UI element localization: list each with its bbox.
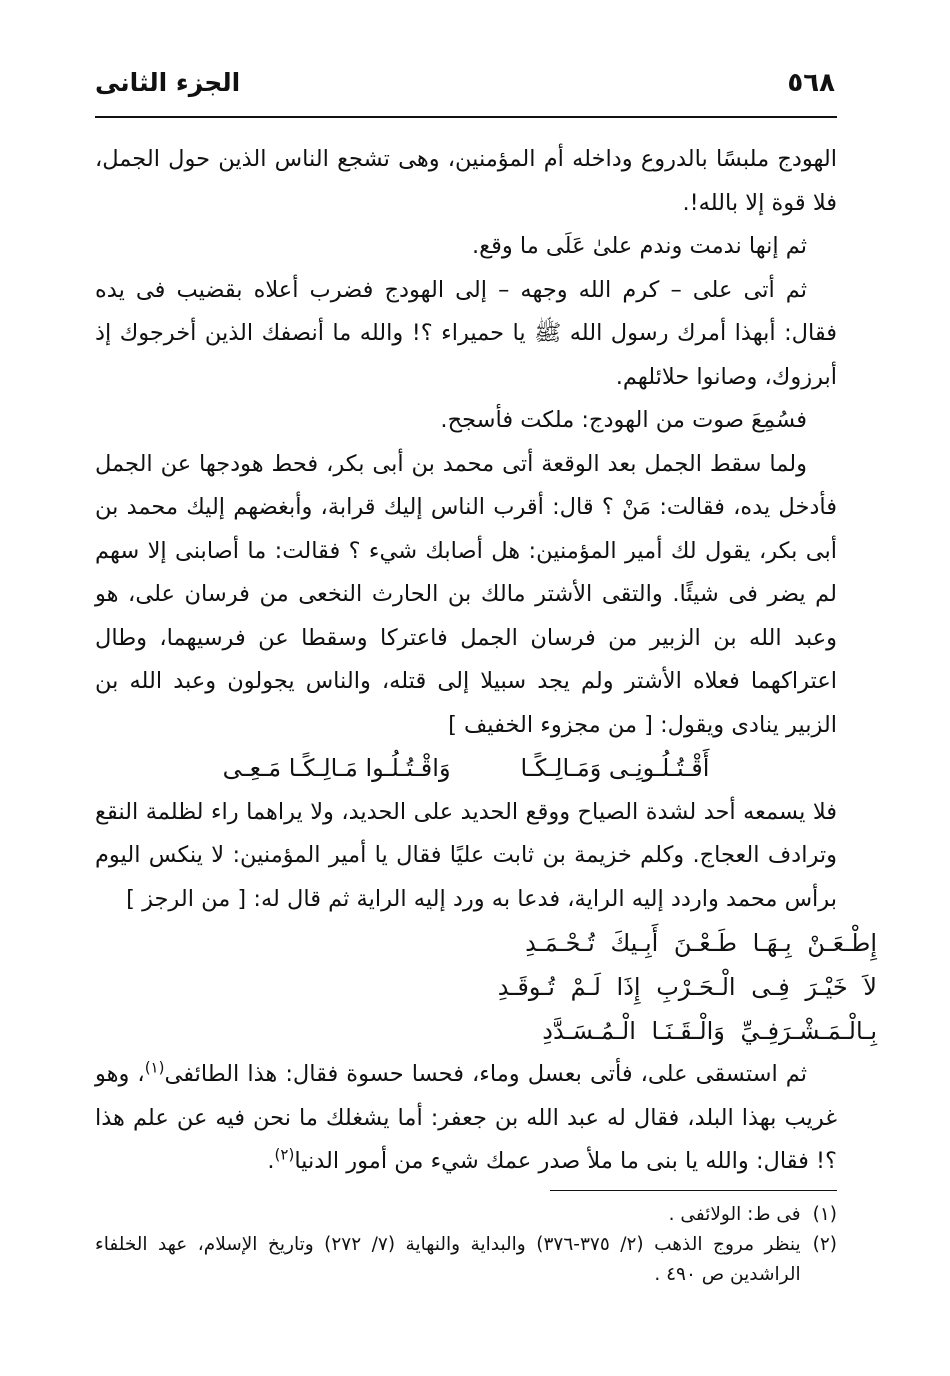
footnote-ref-2[interactable]: (٢) <box>274 1145 295 1164</box>
verse-couplet <box>95 747 837 791</box>
rajaz-verse <box>95 921 877 1053</box>
footnote-number: (١) <box>812 1204 837 1225</box>
footnote-1 <box>95 1200 837 1230</box>
header-rule <box>95 116 837 118</box>
paragraph-1: الهودج ملبسًا بالدروع وداخله أم المؤمنين، وهى تشجع الناس الذين حول الجمل، فلا قوة إلا بالله!. <box>95 146 837 216</box>
verse-line-1: إِطْـعَـنْ بِـهَـا طَـعْـنَ أَبِـيكَ تُـحْـمَـدِ <box>525 929 877 957</box>
verse-hemistich-second: وَاقْـتُـلُـوا مَـالِـكًـا مَـعِـى <box>222 754 451 782</box>
paragraph-6: فلا يسمعه أحد لشدة الصياح ووقع الحديد على الحديد، ولا يراهما راء لظلمة النقع وترادف العجاج. وكلم خزيمة بن ثابت عليًا فقال يا أمير المؤمنين: لا ينكس اليوم برأس محمد واردد إليه الراية، فدعا به ورد إليه الراية ثم قال له: [ من الرجز ] <box>95 798 837 912</box>
page-number: ٥٦٨ <box>787 68 835 98</box>
footnote-2 <box>95 1230 837 1290</box>
footnote-ref-1[interactable]: (١) <box>144 1058 165 1077</box>
paragraph-5: ولما سقط الجمل بعد الوقعة أتى محمد بن أبى بكر، فحط هودجها عن الجمل فأدخل يده، فقالت: مَنْ ؟ قال: أقرب الناس إليك قرابة، وأبغضهم إليك محمد بن أبى بكر، يقول لك أمير المؤمنين: هل أصابك شيء ؟ فقالت: ما أصابنى إلا سهم لم يضر فى شيئًا. والتقى الأشتر مالك بن الحارث النخعى من فرسان على، هو وعبد الله بن الزبير من فرسان الجمل فاعتركا وسقطا عن فرسيهما، وطال اعتراكهما فعلاه الأشتر ولم يجد سبيلا إلى قتله، والناس يجولون وعبد الله بن الزبير ينادى ويقول: [ من مجزوء الخفيف ] <box>95 450 837 738</box>
footnote-text: فى ط: الولائفى . <box>668 1204 801 1225</box>
verse-line-2: لاَ خَيْـرَ فِـى الْـحَـرْبِ إِذَا لَـمْ تُـوقَـدِ <box>497 973 877 1001</box>
footnotes <box>95 1200 837 1290</box>
paragraph-7-part-b: ، وهو غريب بهذا البلد، فقال له عبد الله بن جعفر: أما يشغلك ما نحن فيه عن علم هذا ؟! فقال: والله يا بنى ما ملأ صدر عمك شيء من أمور الدنيا <box>95 1061 837 1174</box>
main-text <box>95 138 877 1184</box>
part-title: الجزء الثانى <box>95 68 241 97</box>
paragraph-7 <box>95 1053 837 1184</box>
paragraph-3: ثم أتى على – كرم الله وجهه – إلى الهودج فضرب أعلاه بقضيب فى يده فقال: أبهذا أمرك رسول الله ﷺ يا حميراء ؟! والله ما أنصفك الذين أخرجوك إذ أبرزوك، وصانوا حلائلهم. <box>95 276 837 390</box>
page-header <box>95 62 835 110</box>
verse-hemistich-first: أَقْـتُـلُـونِـى وَمَـالِـكًـا <box>520 754 710 782</box>
paragraph-7-part-c: . <box>267 1148 275 1174</box>
footnote-text: ينظر مروج الذهب (٢/ ٣٧٥-٣٧٦) والبداية والنهاية (٧/ ٢٧٢) وتاريخ الإسلام، عهد الخلفاء الراشدين ص ٤٩٠ . <box>95 1234 801 1285</box>
footnote-rule <box>550 1190 837 1191</box>
paragraph-2: ثم إنها ندمت وندم علىٰ عَلَى ما وقع. <box>471 233 807 259</box>
paragraph-7-part-a: ثم استسقى على، فأتى بعسل وماء، فحسا حسوة فقال: هذا الطائفى <box>164 1061 807 1087</box>
paragraph-4: فسُمِعَ صوت من الهودج: ملكت فأسجح. <box>440 407 807 433</box>
verse-line-3: بِـالْـمَـشْـرَفِـيِّ وَالْـقَـنَـا الْـمُـسَـدَّدِ <box>542 1017 877 1045</box>
footnote-number: (٢) <box>812 1234 837 1255</box>
